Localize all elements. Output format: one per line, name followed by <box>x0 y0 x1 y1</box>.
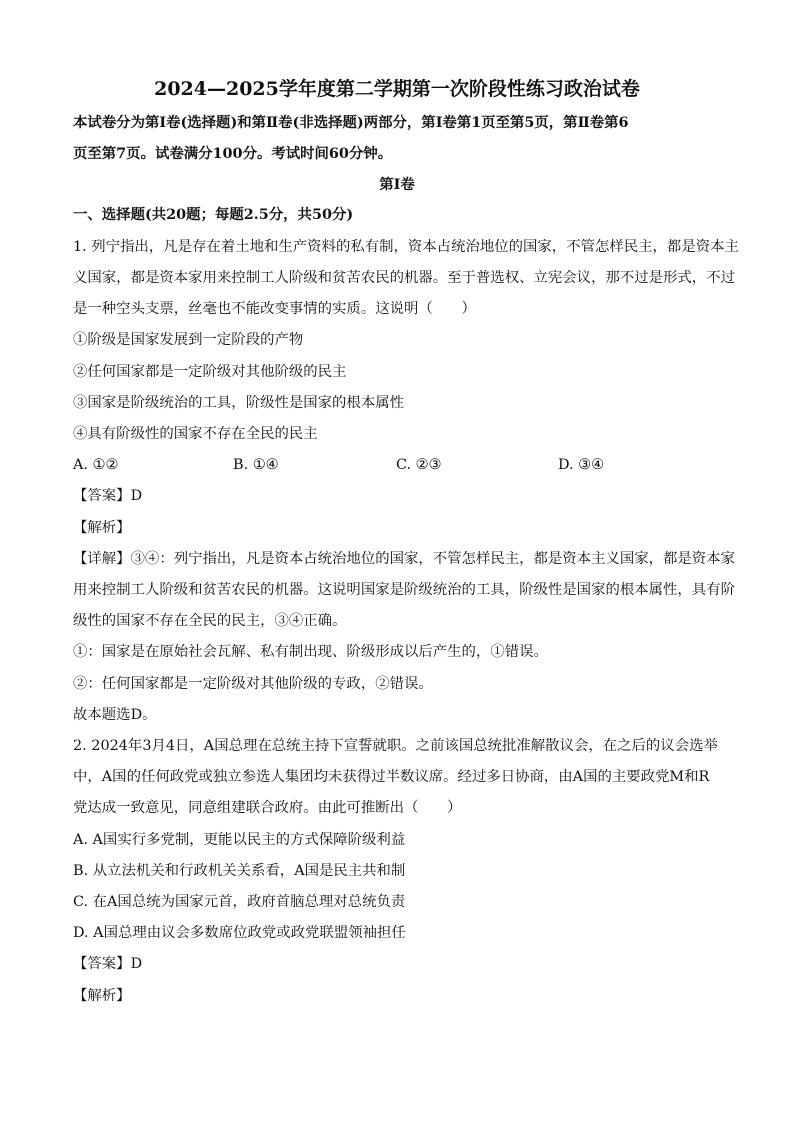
q1-stem-line-1: 1. 列宁指出，凡是存在着土地和生产资料的私有制，资本占统治地位的国家，不管怎样民主，都是资本主 <box>73 239 739 255</box>
intro-line-1: 本试卷分为第Ⅰ卷(选择题)和第Ⅱ卷(非选择题)两部分，第Ⅰ卷第1页至第5页，第Ⅱ卷第6 <box>73 114 629 131</box>
q1-detail-line-1: 【详解】③④：列宁指出，凡是资本占统治地位的国家，不管怎样民主，都是资本主义国家，都是资本家 <box>73 551 735 567</box>
q2-stem-line-3: 党达成一致意见，同意组建联合政府。由此可推断出（ ） <box>73 800 462 816</box>
q2-option-a: A. A国实行多党制，更能以民主的方式保障阶级利益 <box>73 832 406 848</box>
q1-stem-line-3: 是一种空头支票，丝毫也不能改变事情的实质。这说明（ ） <box>73 301 476 317</box>
q1-item-2: ②任何国家都是一定阶级对其他阶级的民主 <box>73 364 347 380</box>
page-title: 2024—2025学年度第二学期第一次阶段性练习政治试卷 <box>154 78 640 100</box>
q2-answer: 【答案】D <box>73 956 143 972</box>
q1-detail-line-3: 级性的国家不存在全民的民主，③④正确。 <box>73 613 347 629</box>
q1-option-d: D. ③④ <box>558 457 604 473</box>
q2-option-c: C. 在A国总统为国家元首，政府首脑总理对总统负责 <box>73 894 406 910</box>
q1-item-3: ③国家是阶级统治的工具，阶级性是国家的根本属性 <box>73 395 404 411</box>
q2-option-d: D. A国总理由议会多数席位政党或政党联盟领袖担任 <box>73 925 406 941</box>
q1-detail-line-2: 用来控制工人阶级和贫苦农民的机器。这说明国家是阶级统治的工具，阶级性是国家的根本属性，具有阶 <box>73 582 735 598</box>
q1-answer: 【答案】D <box>73 488 143 504</box>
q1-stem-line-2: 义国家，都是资本家用来控制工人阶级和贫苦农民的机器。至于普选权、立宪会议，那不过是形式，不过 <box>73 270 735 286</box>
q1-conclusion: 故本题选D。 <box>73 707 157 723</box>
intro-line-2: 页至第7页。试卷满分100分。考试时间60分钟。 <box>73 145 393 162</box>
q1-option-c: C. ②③ <box>396 457 442 473</box>
q2-analysis-label: 【解析】 <box>73 988 131 1004</box>
q1-option-b: B. ①④ <box>233 457 279 473</box>
q2-option-b: B. 从立法机关和行政机关关系看，A国是民主共和制 <box>73 863 406 879</box>
q1-detail-line-5: ②：任何国家都是一定阶级对其他阶级的专政，②错误。 <box>73 676 433 692</box>
section-title: 第Ⅰ卷 <box>379 176 415 193</box>
q1-option-a: A. ①② <box>73 457 119 473</box>
q2-stem-line-2: 中，A国的任何政党或独立参选人集团均未获得过半数议席。经过多日协商，由A国的主要政党M和R <box>73 769 710 785</box>
q1-item-4: ④具有阶级性的国家不存在全民的民主 <box>73 426 318 442</box>
q1-item-1: ①阶级是国家发展到一定阶段的产物 <box>73 332 304 348</box>
q2-stem-line-1: 2. 2024年3月4日，A国总理在总统主持下宣誓就职。之前该国总统批准解散议会，在之后的议会选举 <box>73 738 718 754</box>
q1-analysis-label: 【解析】 <box>73 520 131 536</box>
part-heading: 一、选择题(共20题；每题2.5分，共50分) <box>73 206 354 223</box>
q1-detail-line-4: ①：国家是在原始社会瓦解、私有制出现、阶级形成以后产生的，①错误。 <box>73 644 548 660</box>
